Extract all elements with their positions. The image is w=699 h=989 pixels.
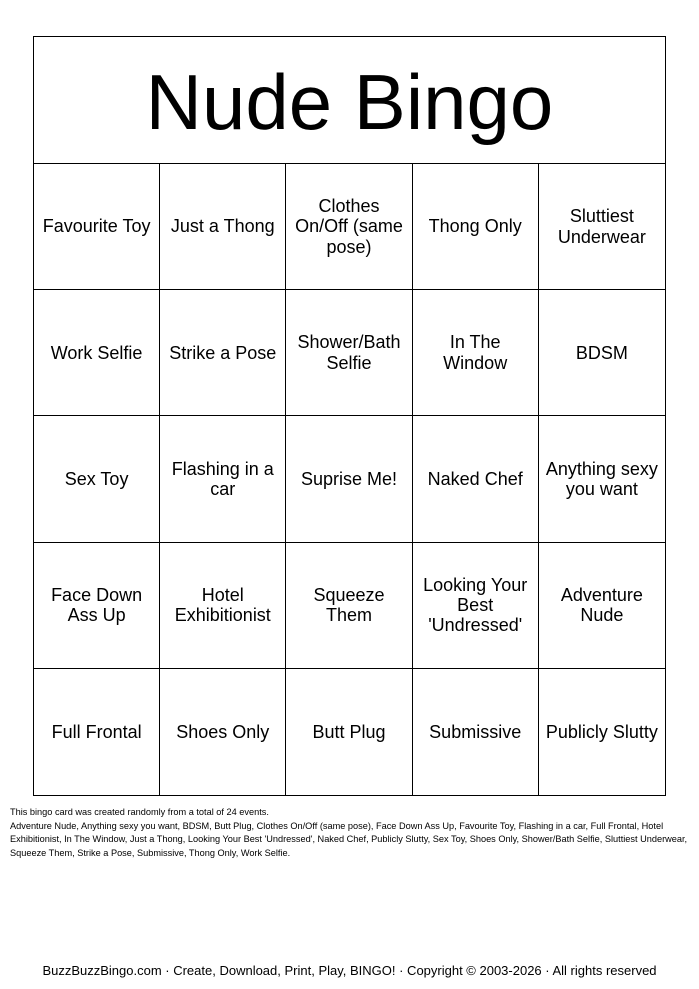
bingo-cell: Favourite Toy (34, 164, 160, 290)
bingo-cell: Flashing in a car (160, 416, 286, 542)
bingo-cell: Sluttiest Underwear (539, 164, 665, 290)
bingo-cell: Strike a Pose (160, 290, 286, 416)
bingo-cell: Shoes Only (160, 669, 286, 795)
page-footer: BuzzBuzzBingo.com · Create, Download, Print, Play, BINGO! · Copyright © 2003-2026 · All rights reserved (42, 963, 657, 978)
bingo-cell: Looking Your Best 'Undressed' (413, 543, 539, 669)
bingo-cell: Face Down Ass Up (34, 543, 160, 669)
bingo-card (33, 36, 666, 796)
bingo-cell: Sex Toy (34, 416, 160, 542)
bingo-cell: Anything sexy you want (539, 416, 665, 542)
bingo-cell: Thong Only (413, 164, 539, 290)
card-info (10, 806, 690, 860)
bingo-cell: Just a Thong (160, 164, 286, 290)
bingo-cell: Submissive (413, 669, 539, 795)
bingo-cell: Shower/Bath Selfie (286, 290, 412, 416)
bingo-cell: In The Window (413, 290, 539, 416)
bingo-cell: Squeeze Them (286, 543, 412, 669)
card-title: Nude Bingo (34, 37, 665, 164)
bingo-cell: Clothes On/Off (same pose) (286, 164, 412, 290)
info-event-list: Adventure Nude, Anything sexy you want, BDSM, Butt Plug, Clothes On/Off (same pose), Face Down Ass Up, Favourite Toy, Flashing in a car, Full Frontal, Hotel Exhibitionist, In The Window, Just a Thong, Looking Your Best 'Undressed', Naked Chef, Publicly Slutty, Sex Toy, Shoes Only, Shower/Bath Selfie, Sluttiest Underwear, Squeeze Them, Strike a Pose, Submissive, Thong Only, Work Selfie. (10, 820, 688, 858)
bingo-cell: Adventure Nude (539, 543, 665, 669)
bingo-cell: BDSM (539, 290, 665, 416)
info-summary: This bingo card was created randomly from a total of 24 events. (10, 807, 269, 817)
bingo-cell: Publicly Slutty (545, 721, 658, 742)
bingo-cell: Butt Plug (286, 669, 412, 795)
bingo-grid (34, 164, 665, 795)
bingo-cell: Suprise Me! (286, 416, 412, 542)
bingo-cell: Full Frontal (34, 669, 160, 795)
bingo-cell: Work Selfie (34, 290, 160, 416)
bingo-cell: Hotel Exhibitionist (160, 543, 286, 669)
bingo-cell: Naked Chef (413, 416, 539, 542)
